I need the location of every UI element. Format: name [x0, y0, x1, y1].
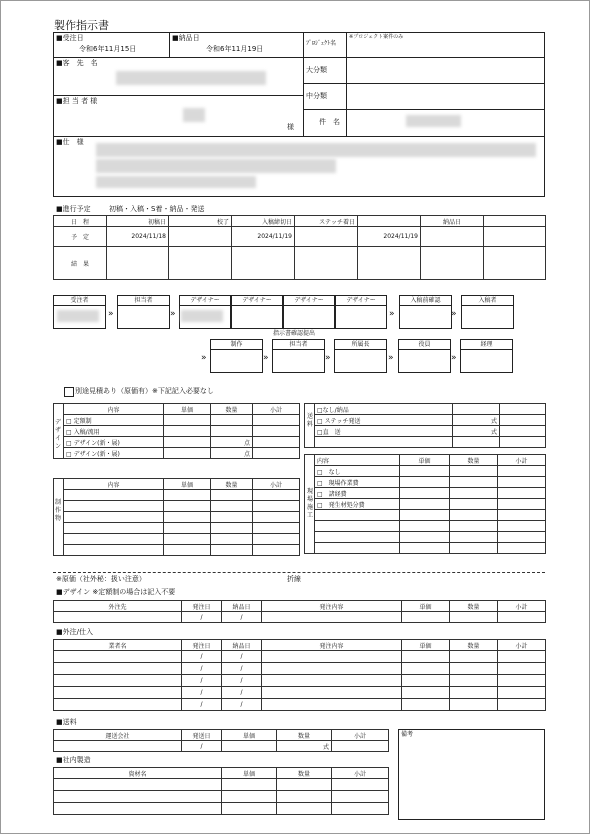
approval-box-label: 入稿者	[462, 296, 513, 306]
schedule-header: 入稿締切日	[232, 216, 295, 227]
document-title: 製作指示書	[54, 19, 109, 32]
approval-box[interactable]	[398, 339, 451, 373]
fold-label: 折線	[287, 575, 301, 583]
approval-box[interactable]	[399, 295, 452, 329]
approval-box[interactable]	[283, 295, 335, 329]
approval-box[interactable]	[461, 295, 514, 329]
approval-box-label: デザイナー	[180, 296, 230, 306]
order-date-label: ■受注日	[56, 34, 84, 42]
production-table: 内容 単価 数量 小計	[53, 478, 300, 556]
approval-box-label: 受注者	[54, 296, 105, 306]
spec-redacted-1	[96, 143, 536, 157]
outsource-table: 業者名 発注日 納品日 発注内容 単価 数量 小計 / / / / / / / / / /	[53, 639, 546, 711]
schedule-header: 日 程	[54, 216, 107, 227]
inhouse-table: 資材名 単価 数量 小計	[53, 767, 389, 815]
approval-note: 指示書確認提出	[273, 330, 316, 337]
fold-line	[53, 572, 545, 573]
approval-box-label: 役員	[399, 340, 450, 350]
approval-box-label: 担当者	[118, 296, 169, 306]
result-label: 結 果	[54, 247, 107, 280]
estimate-text: 別途見積あり（原価有）※下記記入必要なし	[75, 387, 214, 395]
schedule-header	[484, 216, 546, 227]
design-item[interactable]: □ デザイン(新・展)	[64, 448, 164, 459]
project-value: ※プロジェクト案件のみ	[349, 34, 404, 40]
freight-label: ■送料	[56, 718, 77, 726]
design-side-label: デザイン	[54, 419, 61, 450]
approval-box-label: 所属長	[335, 340, 386, 350]
client-label: ■客 先 名	[56, 59, 98, 67]
approval-box[interactable]	[272, 339, 325, 373]
shipping-item[interactable]: □ ステッチ発送	[315, 415, 453, 426]
design-item[interactable]: □ 定額制	[64, 415, 164, 426]
spec-redacted-2	[96, 159, 336, 173]
approval-box[interactable]	[210, 339, 263, 373]
freight-table: 運送会社 発送日 単価 数量 小計 / 式	[53, 729, 389, 752]
subject-label: 件 名	[319, 118, 340, 126]
schedule-table	[53, 215, 546, 280]
outsource-label: ■外注/仕入	[56, 628, 93, 636]
remarks-label: 備考	[401, 731, 414, 738]
production-side-label: 制作物	[54, 499, 61, 522]
approval-box-label: 経理	[461, 340, 512, 350]
cost-note: ※原価（社外秘：扱い注意）	[56, 575, 146, 583]
approval-box-label: 制作	[211, 340, 262, 350]
plan-cell	[169, 227, 232, 247]
design-header: 内容	[64, 404, 164, 415]
client-redacted	[116, 71, 266, 85]
estimate-checkbox[interactable]	[64, 387, 74, 397]
approval-box-label: デザイナー	[336, 296, 386, 306]
approval-box-label: デザイナー	[232, 296, 282, 306]
onsite-table: 内容 単価 数量 小計 □ なし □ 現場作業費 □ 諸経費 □ 発生材処分費	[304, 454, 546, 554]
onsite-item[interactable]: □ なし	[315, 466, 400, 477]
approval-redacted	[181, 310, 223, 322]
shipping-item[interactable]: □直 送	[315, 426, 453, 437]
schedule-header: ステッチ着日	[295, 216, 358, 227]
plan-cell: 2024/11/18	[107, 227, 169, 247]
approval-box[interactable]	[335, 295, 387, 329]
major-category-label: 大分類	[306, 66, 327, 74]
onsite-side-label: 現場施工	[306, 488, 313, 519]
approval-box[interactable]	[460, 339, 513, 373]
plan-label: 予 定	[54, 227, 107, 247]
design-header: 単価	[164, 404, 211, 415]
schedule-header: 校了	[169, 216, 232, 227]
delivery-date-value: 令和6年11月19日	[206, 45, 264, 53]
approval-box-label: 入稿前確認	[400, 296, 451, 306]
design-header: 数量	[211, 404, 253, 415]
schedule-label: ■進行予定	[56, 205, 91, 213]
approval-box[interactable]	[334, 339, 387, 373]
design-section-label: ■デザイン ※定額制の場合は記入不要	[56, 588, 176, 596]
delivery-date-label: ■納品日	[172, 34, 200, 42]
chevron-icon: »	[263, 353, 269, 363]
person-redacted	[183, 108, 205, 122]
chevron-icon: »	[108, 309, 114, 319]
plan-cell: 2024/11/19	[232, 227, 295, 247]
design-table: 内容 単価 数量 小計 □ 定額制 □ 入稿/流用 □ デザイン(新・展) 点 □ デザイン(新・展) 点	[53, 403, 300, 459]
schedule-header: 初稿日	[107, 216, 169, 227]
chevron-icon: »	[325, 353, 331, 363]
chevron-icon: »	[389, 309, 395, 319]
shipping-item[interactable]: □なし/納品	[315, 404, 453, 415]
approval-box[interactable]	[117, 295, 170, 329]
shipping-side-label: 送料	[306, 413, 313, 428]
approval-redacted	[57, 310, 99, 322]
project-label: ﾌﾟﾛｼﾞｪｸﾄ名	[306, 40, 337, 47]
chevron-icon: »	[170, 309, 176, 319]
order-date-value: 令和6年11月15日	[79, 45, 137, 53]
shipping-table: □なし/納品 □ ステッチ発送 式 □直 送 式	[304, 403, 546, 448]
approval-box-label: 担当者	[273, 340, 324, 350]
plan-cell	[421, 227, 484, 247]
design-outsource-table: 外注先 発注日 納品日 発注内容 単価 数量 小計 / /	[53, 600, 546, 623]
approval-box-label: デザイナー	[284, 296, 334, 306]
onsite-item[interactable]: □ 現場作業費	[315, 477, 400, 488]
remarks-box[interactable]	[398, 729, 545, 820]
schedule-header	[358, 216, 421, 227]
person-label: ■担 当 者 様	[56, 97, 98, 105]
schedule-header: 納品日	[421, 216, 484, 227]
inhouse-label: ■社内製造	[56, 756, 91, 764]
design-header: 小計	[253, 404, 300, 415]
schedule-steps: 初稿・入稿・S着・納品・発送	[109, 205, 205, 213]
middle-category-label: 中分類	[306, 92, 327, 100]
chevron-icon: »	[201, 353, 207, 363]
onsite-item[interactable]: □ 諸経費	[315, 488, 400, 499]
design-item[interactable]: □ 入稿/流用	[64, 426, 164, 437]
plan-cell	[295, 227, 358, 247]
chevron-icon: »	[451, 309, 457, 319]
chevron-icon: »	[451, 353, 457, 363]
plan-cell: 2024/11/19	[358, 227, 421, 247]
chevron-icon: »	[388, 353, 394, 363]
sama-label: 様	[287, 123, 294, 131]
spec-label: ■仕 様	[56, 138, 84, 146]
onsite-item[interactable]: □ 発生材処分費	[315, 499, 400, 510]
approval-box[interactable]	[231, 295, 283, 329]
design-item[interactable]: □ デザイン(新・展)	[64, 437, 164, 448]
subject-redacted	[406, 115, 461, 127]
spec-redacted-3	[96, 176, 256, 188]
